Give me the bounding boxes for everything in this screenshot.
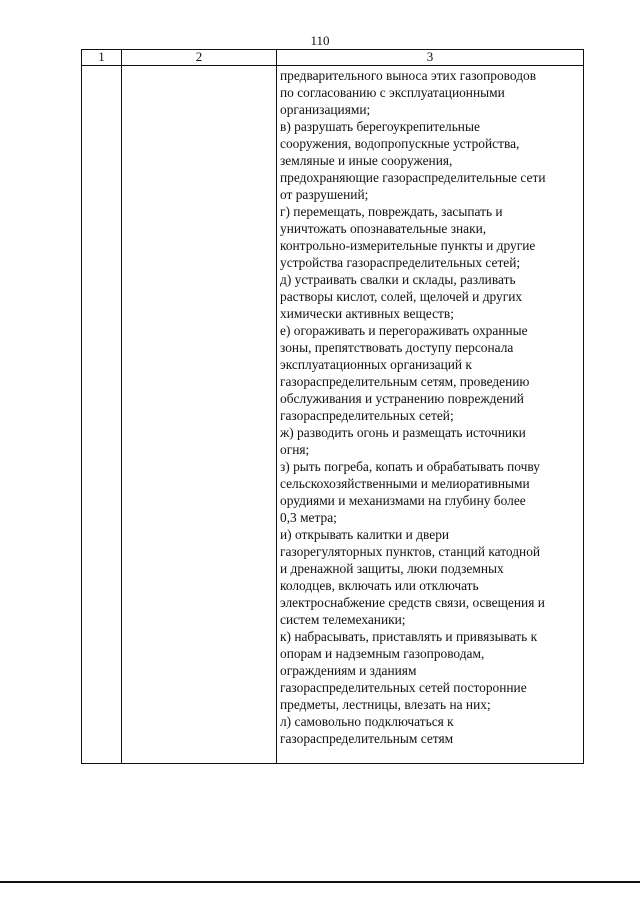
text-line: опорам и надземным газопроводам, [280, 646, 485, 661]
text-line: устройства газораспределительных сетей; [280, 255, 521, 270]
column-header-1: 1 [82, 50, 122, 66]
text-line: г) перемещать, повреждать, засыпать и [280, 204, 503, 219]
text-line: обслуживания и устранению повреждений [280, 391, 524, 406]
text-line: 0,3 метра; [280, 510, 337, 525]
text-line: химически активных веществ; [280, 306, 454, 321]
text-line: систем телемеханики; [280, 612, 406, 627]
text-line: з) рыть погреба, копать и обрабатывать почву [280, 459, 540, 474]
text-line: к) набрасывать, приставлять и привязывать к [280, 629, 538, 644]
column-2-cell [122, 66, 277, 764]
column-3-text [277, 66, 583, 747]
text-line: орудиями и механизмами на глубину более [280, 493, 526, 508]
text-line: предметы, лестницы, влезать на них; [280, 697, 491, 712]
text-line: электроснабжение средств связи, освещения и [280, 595, 545, 610]
text-line: сооружения, водопропускные устройства, [280, 136, 520, 151]
text-line: предохраняющие газораспределительные сети [280, 170, 546, 185]
text-line: колодцев, включать или отключать [280, 578, 479, 593]
text-line: ж) разводить огонь и размещать источники [280, 425, 526, 440]
table-header-row [82, 50, 584, 66]
column-3-cell [277, 66, 584, 764]
text-line: ограждениям и зданиям [280, 663, 417, 678]
bottom-rule [0, 881, 640, 883]
column-1-cell [82, 66, 122, 764]
text-line: огня; [280, 442, 310, 457]
text-line: организациями; [280, 102, 371, 117]
text-line: предварительного выноса этих газопроводов [280, 68, 537, 83]
column-header-2: 2 [122, 50, 277, 66]
document-table [81, 49, 584, 764]
text-line: е) огораживать и перегораживать охранные [280, 323, 528, 338]
text-line: газорегуляторных пунктов, станций катодной [280, 544, 541, 559]
text-line: газораспределительных сетей; [280, 408, 454, 423]
table-row [82, 66, 584, 764]
text-line: и) открывать калитки и двери [280, 527, 450, 542]
text-line: от разрушений; [280, 187, 369, 202]
text-line: эксплуатационных организаций к [280, 357, 472, 372]
text-line: газораспределительным сетям, проведению [280, 374, 530, 389]
text-line: зоны, препятствовать доступу персонала [280, 340, 514, 355]
text-line: л) самовольно подключаться к [280, 714, 454, 729]
text-line: д) устраивать свалки и склады, разливать [280, 272, 516, 287]
text-line: сельскохозяйственными и мелиоративными [280, 476, 530, 491]
text-line: газораспределительных сетей посторонние [280, 680, 527, 695]
text-line: газораспределительным сетям [280, 731, 454, 746]
text-line: земляные и иные сооружения, [280, 153, 453, 168]
column-header-3: 3 [277, 50, 584, 66]
text-line: и дренажной защиты, люки подземных [280, 561, 504, 576]
text-line: уничтожать опознавательные знаки, [280, 221, 487, 236]
text-line: растворы кислот, солей, щелочей и других [280, 289, 523, 304]
text-line: по согласованию с эксплуатационными [280, 85, 505, 100]
text-line: в) разрушать берегоукрепительные [280, 119, 480, 134]
text-line: контрольно-измерительные пункты и другие [280, 238, 536, 253]
page-number: 110 [310, 33, 330, 48]
